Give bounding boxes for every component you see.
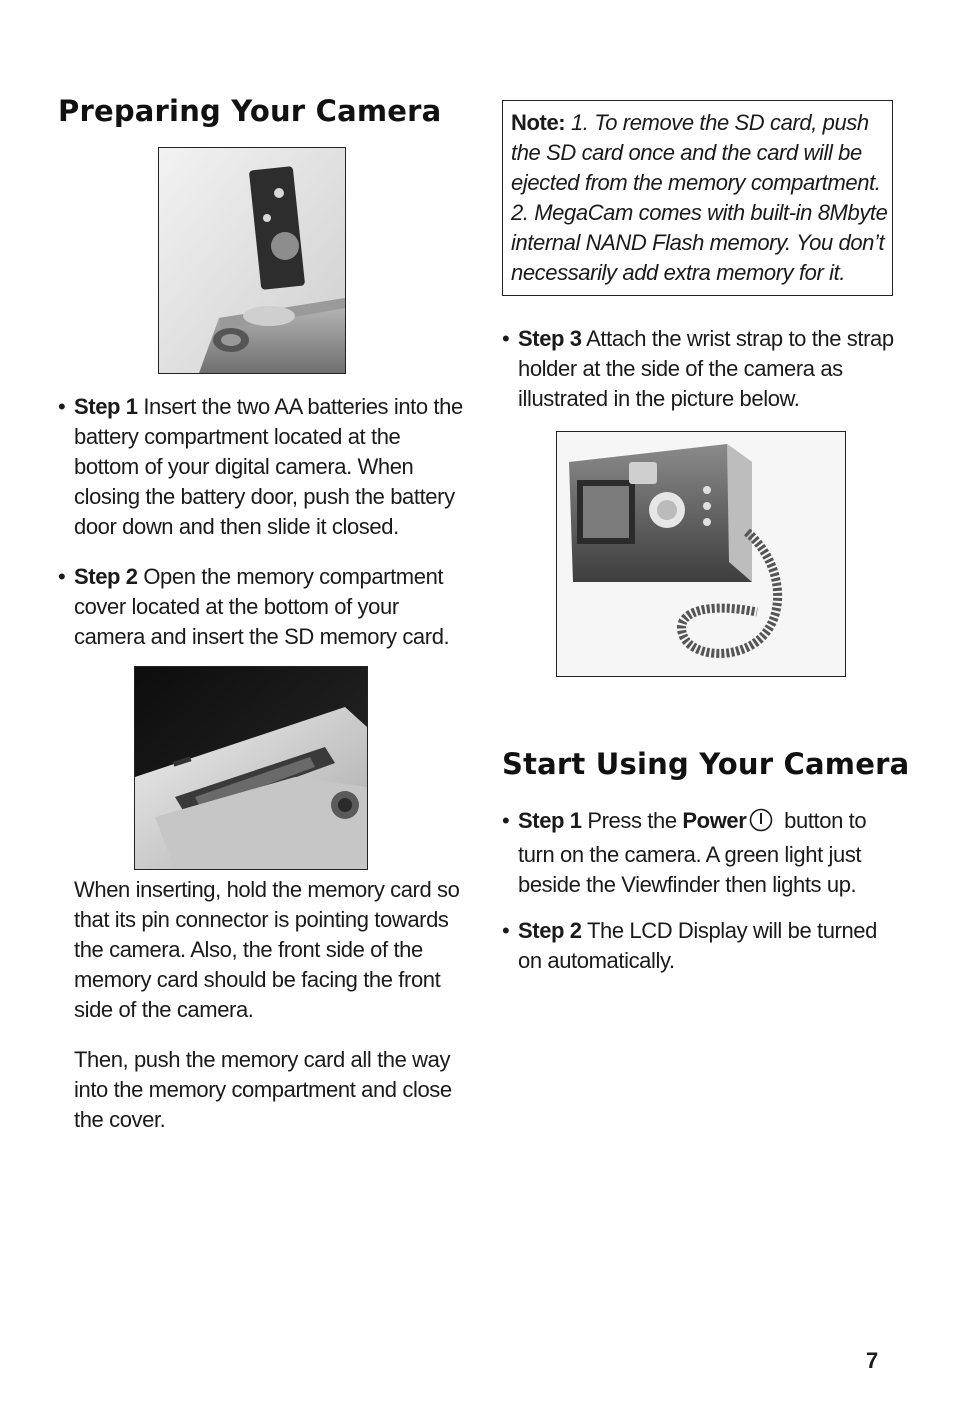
note-label: Note: (511, 110, 566, 135)
step-text: Attach the wrist strap to the strap holder at the side of the camera as illustrated in the picture below. (518, 326, 894, 411)
step-label: Step 1 (74, 394, 138, 419)
note-box (502, 100, 893, 296)
bullet-dot: • (502, 326, 510, 351)
step2-item (58, 562, 466, 652)
page-number: 7 (866, 1348, 879, 1373)
start-step1-item (502, 806, 896, 900)
start-step2-item (502, 916, 896, 976)
step-text: Insert the two AA batteries into the battery compartment located at the bottom of your digital camera. When closing the battery door, push the battery door down and then slide it closed. (74, 394, 463, 539)
note-text: 1. To remove the SD card, push the SD card once and the card will be ejected from the memory compartment. 2. MegaCam comes with built-in 8Mbyte internal NAND Flash memory. You don’t necessarily add extra memory for it. (511, 110, 888, 285)
then-paragraph: Then, push the memory card all the way into the memory compartment and close the cover. (74, 1047, 452, 1132)
bullet-dot: • (58, 564, 66, 589)
bullet-dot: • (502, 808, 510, 833)
step-label: Step 2 (74, 564, 138, 589)
wrist-strap-photo (556, 431, 846, 677)
step1-item (58, 392, 466, 542)
power-label: Power (682, 808, 747, 833)
step-text-before: Press the (587, 808, 677, 833)
power-icon (748, 808, 774, 840)
step-label: Step 3 (518, 326, 582, 351)
section-heading-preparing: Preparing Your Camera (58, 94, 442, 128)
inserting-paragraph: When inserting, hold the memory card so that its pin connector is pointing towards the camera. Also, the front side of the memory card should be facing the front side of the camera. (74, 877, 460, 1022)
step-text-after: button to turn on the camera. A green light just beside the Viewfinder then lights up. (518, 808, 867, 897)
step-text: The LCD Display will be turned on automatically. (518, 918, 877, 973)
sd-card-slot-photo (134, 666, 368, 870)
step-text: Open the memory compartment cover located at the bottom of your camera and insert the SD memory card. (74, 564, 450, 649)
step-label: Step 2 (518, 918, 582, 943)
section-heading-start-using: Start Using Your Camera (502, 747, 910, 781)
step-label: Step 1 (518, 808, 582, 833)
bullet-dot: • (58, 394, 66, 419)
bullet-dot: • (502, 918, 510, 943)
step3-item (502, 324, 896, 414)
battery-door-photo (158, 147, 346, 374)
